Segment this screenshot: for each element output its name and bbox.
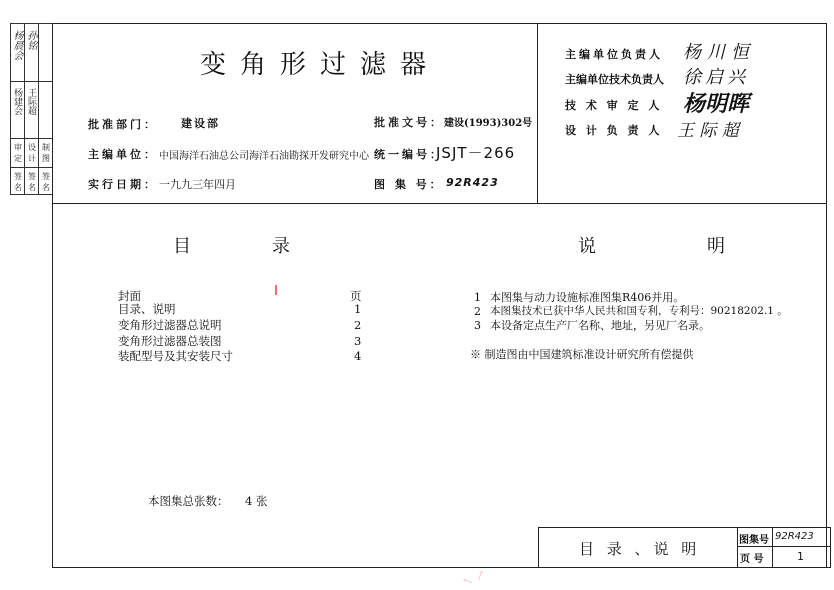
responsible-role: 主编单位负责人 (565, 48, 663, 61)
sheet-title: 目 录 、说 明 (579, 540, 701, 558)
red-mark (275, 285, 277, 295)
stamp-name: 王际超 (26, 88, 36, 115)
header-vertical-divider (537, 23, 538, 203)
atlas-no-value: 92R423 (446, 176, 499, 189)
editor-unit-label: 主编单位： (88, 148, 158, 161)
toc-item: 变角形过滤器总说明 (118, 318, 222, 332)
title-block-divider (772, 528, 773, 567)
responsible-signature: 徐启兴 (683, 67, 749, 88)
stamp-divider (11, 167, 52, 168)
notes-heading-left: 说 (578, 236, 596, 257)
page-value: 1 (797, 550, 804, 563)
stamp-sign: 签名 (14, 172, 22, 192)
page-label: 页 号 (740, 554, 764, 565)
responsible-role: 主编单位技术负责人 (565, 73, 664, 86)
editor-unit-value: 中国海洋石油总公司海洋石油勘探开发研究中心 (159, 151, 369, 162)
note-number: 3 (474, 319, 481, 332)
stamp-divider (11, 138, 52, 139)
responsible-signature: 王 际 超 (677, 121, 739, 141)
effective-date-label: 实行日期： (88, 178, 158, 191)
responsible-signature: 杨川恒 (683, 42, 755, 63)
approval-dept-value: 建设部 (181, 117, 220, 130)
note-text: 本设备定点生产厂名称、地址，另见厂名录。 (490, 319, 710, 332)
signature-stamp-column (10, 23, 53, 195)
stamp-signature: 杨晨会 (11, 30, 22, 60)
notes-heading-right: 明 (707, 236, 725, 257)
toc-item: 装配型号及其安装尺寸 (118, 349, 233, 363)
toc-item: 封面 (118, 289, 141, 303)
responsible-signature: 杨明晖 (683, 91, 750, 117)
responsible-role: 技 术 审 定 人 (565, 99, 663, 112)
header-divider (52, 203, 827, 204)
footnote: ※ 制造图由中国建筑标准设计研究所有偿提供 (470, 348, 694, 361)
toc-item: 变角形过滤器总装图 (118, 334, 222, 348)
toc-heading-right: 录 (272, 236, 290, 257)
note-text: 本图集与动力设施标准图集R406并用。 (490, 291, 685, 304)
toc-page-header: 页 (350, 289, 362, 303)
toc-item-page: 2 (354, 318, 362, 332)
atlas-value: 92R423 (775, 531, 814, 542)
document-title: 变角形过滤器 (200, 50, 441, 80)
stamp-role: 制图 (42, 143, 50, 163)
stamp-sign: 签名 (28, 172, 36, 192)
toc-item-page: 1 (354, 302, 362, 316)
unified-no-value: JSJT－266 (436, 144, 516, 162)
atlas-label: 图集号 (739, 535, 769, 546)
total-sheets-label: 本图集总张数： (148, 494, 229, 508)
stamp-divider (11, 81, 52, 82)
toc-heading-left: 目 (173, 236, 191, 257)
total-sheets-value: 4 张 (245, 494, 268, 508)
approval-doc-value: 建设(1993)302号 (444, 118, 533, 129)
stamp-name: 杨建会 (12, 88, 22, 115)
title-block-divider (737, 546, 830, 547)
toc-item-page: 4 (354, 349, 362, 363)
effective-date-value: 一九九三年四月 (159, 178, 236, 191)
title-block-divider (737, 528, 738, 567)
note-text: 本图集技术已获中华人民共和国专利，专利号：90218202.1 。 (490, 305, 788, 317)
approval-dept-label: 批准部门： (88, 118, 158, 131)
stamp-sign: 签名 (42, 172, 50, 192)
stamp-divider (38, 24, 39, 194)
approval-doc-label: 批准文号： (374, 116, 444, 129)
note-number: 1 (474, 291, 481, 304)
responsible-role: 设 计 负 责 人 (565, 124, 663, 137)
watermark-mark: ↖ ↗ (460, 566, 488, 590)
atlas-no-label: 图 集 号： (374, 178, 444, 191)
stamp-signature: 孙铭 (25, 30, 36, 50)
title-block (538, 527, 831, 568)
note-number: 2 (474, 305, 481, 318)
toc-item-page: 3 (354, 334, 362, 348)
stamp-role: 设计 (28, 143, 36, 163)
stamp-role: 审定 (14, 143, 22, 163)
unified-no-label: 统一编号： (374, 148, 444, 161)
toc-item: 目录、说明 (118, 302, 176, 316)
